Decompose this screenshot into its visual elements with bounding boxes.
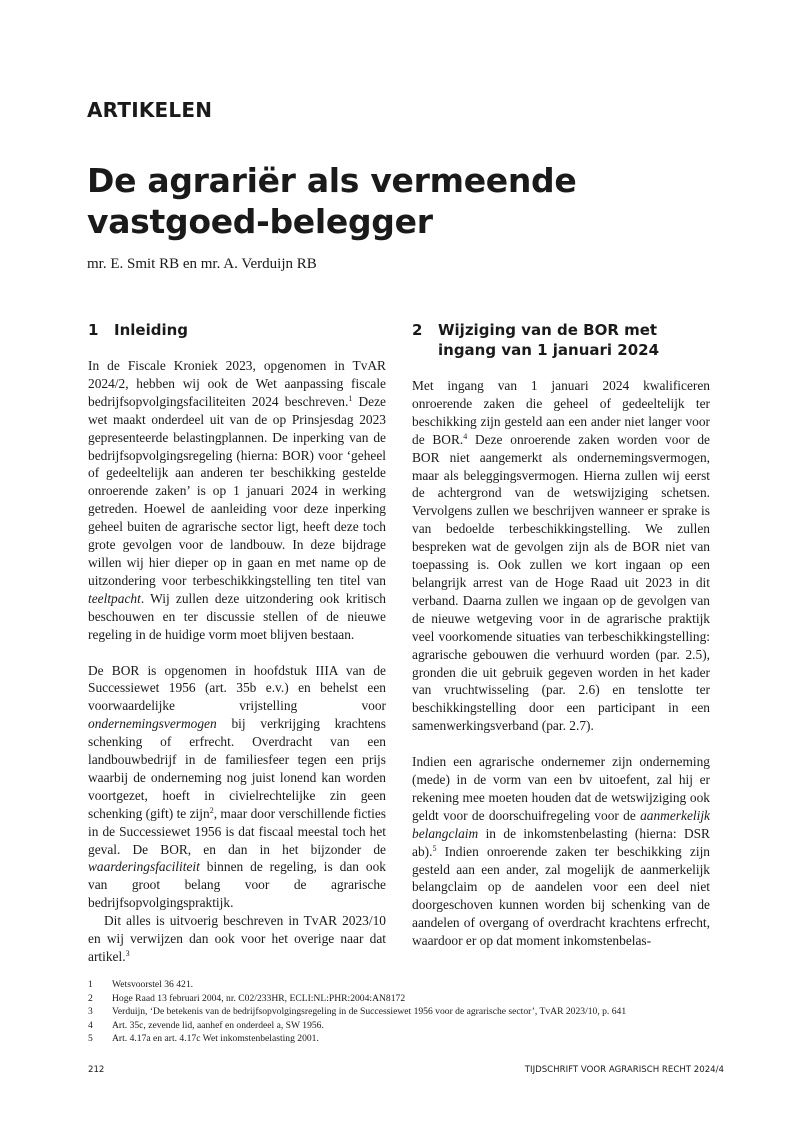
authors: mr. E. Smit RB en mr. A. Verduijn RB	[87, 256, 317, 272]
journal-name: TIJDSCHRIFT VOOR AGRARISCH RECHT 2024/4	[524, 1065, 724, 1075]
paragraph: Met ingang van 1 januari 2024 kwalificeren onroerende zaken die geheel of gedeeltelijk ter beschikking zijn gesteld aan een ander niet langer voor de BOR.$^4$ Deze onroerende zaken worden voor de BOR niet aangemerkt als ondernemingsvermogen, maar als beleggingsvermogen. Hierna zullen wij eerst de achtergrond van de wetswijziging schetsen. Vervolgens zullen we beschrijven wanneer er sprake is van bedoelde terbeschikkingstelling. We zullen bespreken wat de gevolgen zijn als de BOR niet van toepassing is. Ook zullen we kort ingaan op een belangrijk arrest van de Hoge Raad uit 2023 in dit verband. Daarna zullen we ingaan op de gevolgen van de nieuwe wetgeving voor in de agrarische praktijk veel voorkomende situaties van terbeschikkingstelling: agrarische gebouwen die verhuurd worden (par. 2.5), gronden die uit gebruik gegeven worden in het kader van vruchtwisseling (par. 2.6) en tenslotte ter beschikkingstelling door een participant in een samenwerkingsverband (par. 2.7).	[412, 378, 710, 734]
section-title: Inleiding	[114, 321, 189, 339]
section-heading	[88, 320, 386, 340]
footnote-number: 5	[88, 1033, 93, 1045]
section-heading	[412, 320, 710, 360]
footnote-reference[interactable]: 4	[463, 431, 468, 441]
page-footer	[88, 1065, 724, 1075]
footnote	[88, 1019, 728, 1033]
footnote-reference[interactable]: 3	[125, 949, 130, 958]
footnote-number: 4	[88, 1019, 93, 1031]
footnote	[88, 1032, 728, 1046]
footnote-reference[interactable]: 2	[209, 805, 214, 815]
page-number: 212	[88, 1065, 105, 1075]
emphasized-term: ondernemingsvermogen	[88, 716, 217, 732]
footnote-text: Art. 4.17a en art. 4.17c Wet inkomstenbelasting 2001.	[112, 1033, 319, 1045]
emphasized-term: teeltpacht	[88, 590, 141, 606]
emphasized-term: waarderingsfaciliteit	[88, 859, 200, 875]
footnote-text: Wetsvoorstel 36 421.	[112, 979, 194, 990]
footnote-number: 2	[88, 992, 93, 1004]
footnote-text: Art. 35c, zevende lid, aanhef en onderdeel a, SW 1956.	[112, 1019, 324, 1031]
paragraph: Dit alles is uitvoerig beschreven in TvAR 2023/10 en wij verwijzen dan ook voor het overige naar dat artikel.$^3$	[88, 913, 386, 964]
section-body	[412, 377, 710, 950]
column-left	[88, 320, 386, 984]
section-label: ARTIKELEN	[87, 98, 213, 122]
footnotes	[88, 978, 728, 1046]
section-title: Wijziging van de BOR met ingang van 1 januari 2024	[438, 321, 660, 359]
paragraph: Indien een agrarische ondernemer zijn onderneming (mede) in de vorm van een bv uitoefent, zal hij er rekening mee moeten houden dat de wetswijziging ook geldt voor de doorschuifregeling voor de aanmerkelijk belangclaim in de inkomstenbelasting (hierna: DSR ab).$^5$ Indien onroerende zaken ter beschikking zijn gesteld aan een ander, zal mogelijk de aanmerkelijk belangclaim op de aandelen voor een deel niet doorgeschoven kunnen worden bij schenking van de aandelen of overgang of overdracht krachtens erfrecht, waardoor er op dat moment inkomstenbelas-	[412, 754, 710, 949]
paragraph: De BOR is opgenomen in hoofdstuk IIIA van de Successiewet 1956 (art. 35b e.v.) en behelst een voorwaardelijke vrijstelling voor ondernemingsvermogen bij verkrijging krachtens schenking of erfrecht. Overdracht van een landbouwbedrijf in de familiesfeer tegen een prijs waarbij de onderneming nog juist lonend kan worden voortgezet, hoeft in civielrechtelijke zin geen schenking (gift) te zijn$^2$, maar door verschillende ficties in de Successiewet 1956 is dat fiscaal meestal toch het geval. De BOR, en dan in het bijzonder de waarderingsfaciliteit binnen de regeling, is dan ook van groot belang voor de agrarische bedrijfsopvolgingspraktijk.	[88, 662, 386, 911]
footnote-text: Verduijn, ‘De betekenis van de bedrijfsopvolgingsregeling in de Successiewet 1956 voor de agrarische sector’, TvAR 2023/10, p. 641	[112, 1006, 627, 1018]
footnote	[88, 978, 728, 992]
footnote-reference[interactable]: 5	[432, 843, 437, 853]
footnote-reference[interactable]: 1	[348, 393, 353, 403]
paragraph: In de Fiscale Kroniek 2023, opgenomen in TvAR 2024/2, hebben wij ook de Wet aanpassing fiscale bedrijfsopvolgingsfaciliteiten 2024 beschreven.$^1$ Deze wet maakt onderdeel uit van de op Prinsjesdag 2023 gepresenteerde belastingplannen. De inperking van de bedrijfsopvolgingsregeling (hierna: BOR) voor ‘geheel of gedeeltelijk aan anderen ter beschikking gestelde onroerende zaken’ is op 1 januari 2024 in werking getreden. Hoewel de aanleiding voor deze inperking geheel buiten de agrarische sector ligt, heeft deze toch grote gevolgen voor de landbouw. In deze bijdrage willen wij hier dieper op in gaan en met name op de uitzondering voor terbeschikkingstelling ten titel van teeltpacht. Wij zullen deze uitzondering ook kritisch beschouwen en ter discussie stellen of de nieuwe regeling in de huidige vorm moet blijven bestaan.	[88, 358, 386, 642]
footnote-number: 1	[88, 979, 93, 990]
emphasized-term: aanmerkelijk belangclaim	[412, 807, 710, 841]
footnote-number: 3	[88, 1006, 93, 1018]
article-title: De agrariër als vermeende vastgoed-belegger	[87, 161, 577, 241]
column-right	[412, 320, 710, 968]
footnote	[88, 1005, 728, 1019]
section-number: 1	[88, 321, 99, 339]
footnote	[88, 992, 728, 1006]
section-body	[88, 357, 386, 966]
footnote-text: Hoge Raad 13 februari 2004, nr. C02/233HR, ECLI:NL:PHR:2004:AN8172	[112, 992, 406, 1004]
section-number: 2	[412, 321, 423, 339]
